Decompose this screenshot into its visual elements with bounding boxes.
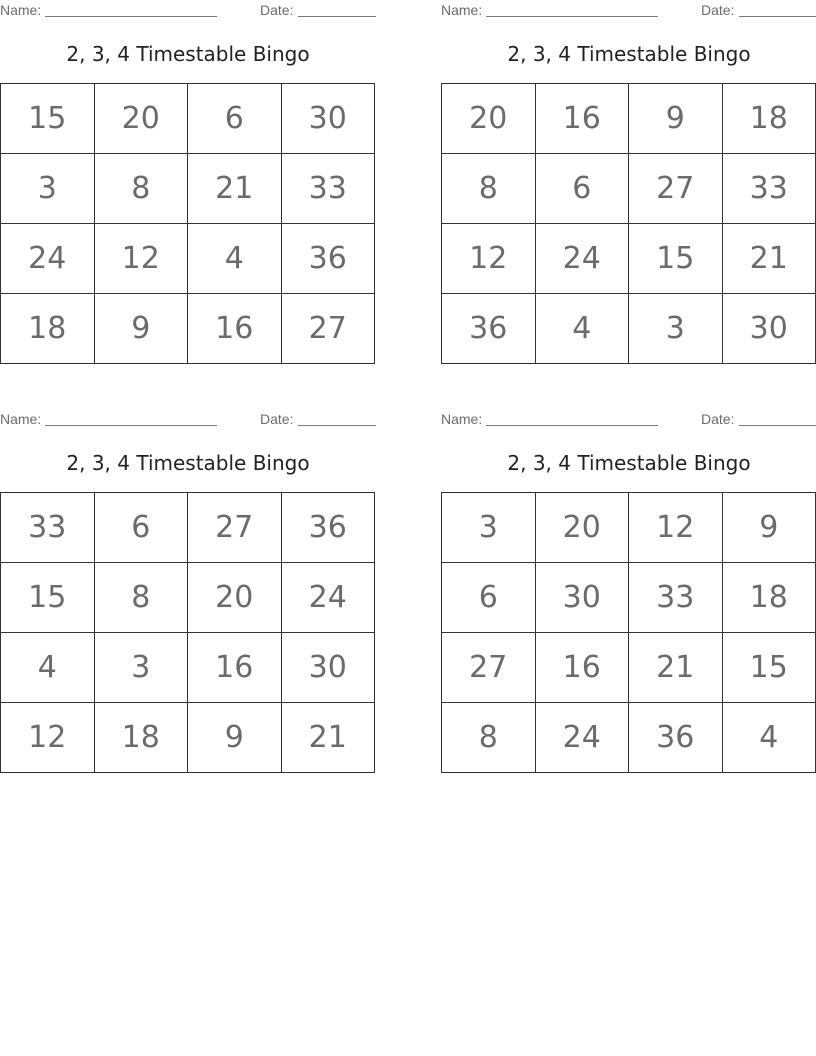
bingo-grid (0, 492, 375, 773)
bingo-cell: 18 (723, 84, 816, 154)
bingo-cell: 36 (282, 493, 376, 563)
card-title: 2, 3, 4 Timestable Bingo (507, 451, 751, 475)
card-title: 2, 3, 4 Timestable Bingo (66, 42, 310, 66)
bingo-cell: 24 (1, 224, 95, 294)
date-label: Date: (260, 2, 294, 18)
bingo-grid (441, 492, 816, 773)
bingo-cell: 12 (1, 703, 95, 773)
bingo-cell: 3 (95, 633, 189, 703)
bingo-cell: 9 (95, 294, 189, 364)
bingo-cell: 6 (442, 563, 536, 633)
bingo-cell: 6 (536, 154, 630, 224)
bingo-cell: 3 (629, 294, 723, 364)
bingo-cell: 20 (95, 84, 189, 154)
date-blank-line (298, 425, 376, 426)
bingo-cell: 24 (282, 563, 376, 633)
bingo-cell: 8 (95, 154, 189, 224)
date-label: Date: (701, 2, 735, 18)
bingo-cell: 6 (95, 493, 189, 563)
name-label: Name: (441, 411, 483, 427)
date-blank-line (739, 16, 816, 17)
bingo-cell: 8 (95, 563, 189, 633)
bingo-cell: 30 (282, 84, 376, 154)
name-date-header (0, 411, 376, 429)
bingo-cell: 3 (442, 493, 536, 563)
bingo-cell: 36 (282, 224, 376, 294)
name-blank-line (486, 425, 658, 426)
bingo-cell: 12 (442, 224, 536, 294)
bingo-cell: 16 (188, 633, 282, 703)
bingo-cell: 15 (723, 633, 816, 703)
bingo-cell: 6 (188, 84, 282, 154)
bingo-cell: 24 (536, 703, 630, 773)
bingo-cell: 30 (536, 563, 630, 633)
name-label: Name: (0, 411, 42, 427)
bingo-card (441, 0, 816, 366)
bingo-cell: 4 (536, 294, 630, 364)
bingo-cell: 4 (1, 633, 95, 703)
name-blank-line (486, 16, 658, 17)
bingo-cell: 33 (1, 493, 95, 563)
bingo-grid (0, 83, 375, 364)
bingo-cell: 18 (95, 703, 189, 773)
bingo-cell: 18 (723, 563, 816, 633)
bingo-cell: 8 (442, 154, 536, 224)
bingo-cell: 9 (723, 493, 816, 563)
bingo-card (441, 409, 816, 775)
bingo-cell: 9 (188, 703, 282, 773)
name-label: Name: (0, 2, 42, 18)
bingo-cell: 4 (723, 703, 816, 773)
bingo-cell: 20 (536, 493, 630, 563)
bingo-cell: 8 (442, 703, 536, 773)
bingo-cell: 12 (95, 224, 189, 294)
date-label: Date: (260, 411, 294, 427)
bingo-cell: 36 (442, 294, 536, 364)
bingo-cell: 16 (536, 84, 630, 154)
bingo-cell: 4 (188, 224, 282, 294)
bingo-cell: 33 (723, 154, 816, 224)
bingo-cell: 20 (188, 563, 282, 633)
date-blank-line (739, 425, 816, 426)
bingo-cell: 27 (282, 294, 376, 364)
bingo-cell: 27 (629, 154, 723, 224)
bingo-cell: 33 (282, 154, 376, 224)
bingo-cell: 20 (442, 84, 536, 154)
date-label: Date: (701, 411, 735, 427)
bingo-cell: 36 (629, 703, 723, 773)
name-date-header (441, 2, 816, 20)
bingo-cell: 16 (188, 294, 282, 364)
bingo-grid (441, 83, 816, 364)
bingo-cell: 15 (1, 563, 95, 633)
bingo-cell: 21 (188, 154, 282, 224)
bingo-cell: 24 (536, 224, 630, 294)
bingo-card (0, 409, 376, 775)
card-title: 2, 3, 4 Timestable Bingo (66, 451, 310, 475)
bingo-cell: 15 (629, 224, 723, 294)
bingo-card (0, 0, 376, 366)
bingo-cell: 27 (188, 493, 282, 563)
name-blank-line (45, 425, 217, 426)
bingo-cell: 16 (536, 633, 630, 703)
bingo-cell: 18 (1, 294, 95, 364)
bingo-cell: 33 (629, 563, 723, 633)
bingo-cell: 12 (629, 493, 723, 563)
bingo-cell: 21 (629, 633, 723, 703)
card-title: 2, 3, 4 Timestable Bingo (507, 42, 751, 66)
name-label: Name: (441, 2, 483, 18)
bingo-cell: 21 (723, 224, 816, 294)
name-date-header (441, 411, 816, 429)
bingo-cell: 30 (723, 294, 816, 364)
name-blank-line (45, 16, 217, 17)
date-blank-line (298, 16, 376, 17)
bingo-cell: 30 (282, 633, 376, 703)
bingo-cell: 27 (442, 633, 536, 703)
bingo-cell: 15 (1, 84, 95, 154)
bingo-cell: 21 (282, 703, 376, 773)
bingo-cell: 3 (1, 154, 95, 224)
name-date-header (0, 2, 376, 20)
bingo-cell: 9 (629, 84, 723, 154)
